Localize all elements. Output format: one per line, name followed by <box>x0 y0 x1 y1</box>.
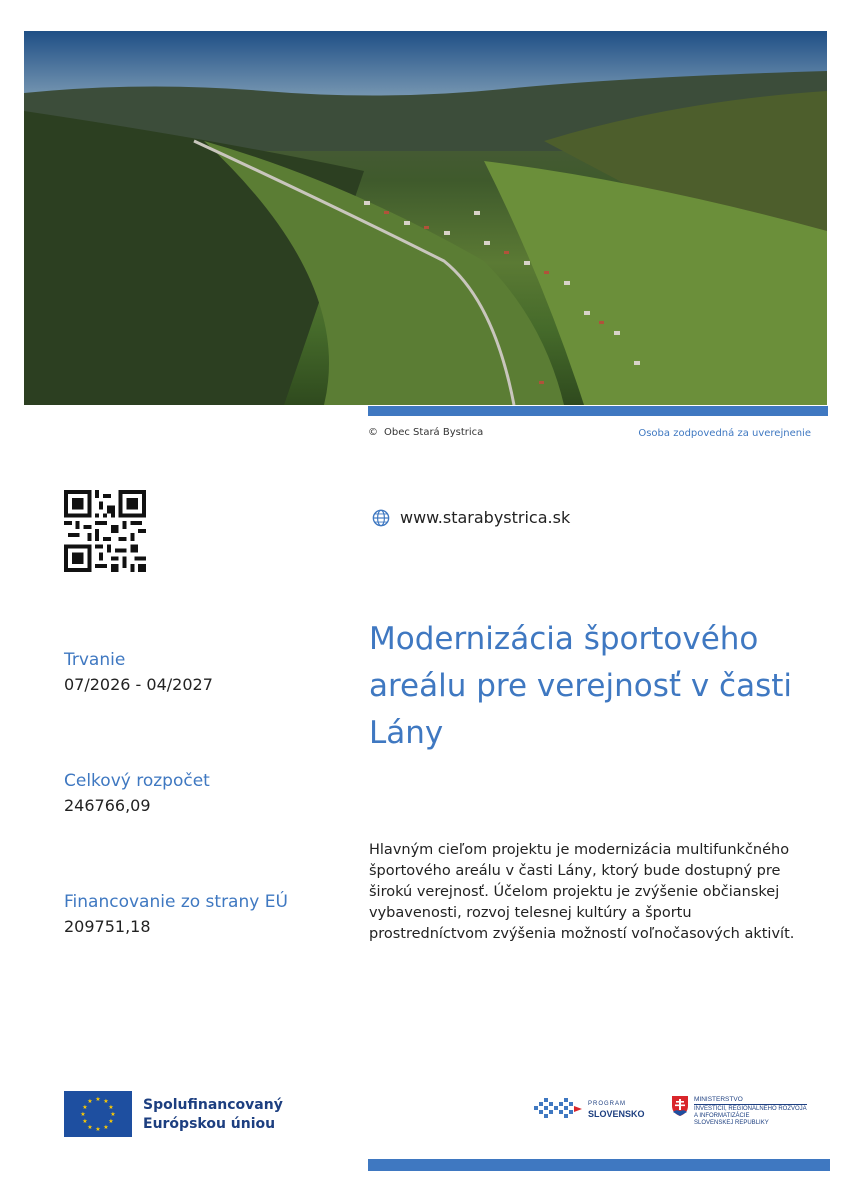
svg-text:★: ★ <box>87 1098 93 1105</box>
budget-label: Celkový rozpočet <box>64 771 210 791</box>
ministry-logo: MINISTERSTVO INVESTÍCIÍ, REGIONÁLNEHO ROZVOJA A INFORMATIZÁCIE SLOVENSKEJ REPUBLIKY <box>672 1096 807 1127</box>
duration-value: 07/2026 - 04/2027 <box>64 675 213 694</box>
svg-text:★: ★ <box>80 1111 86 1118</box>
svg-text:★: ★ <box>103 1098 109 1105</box>
svg-text:★: ★ <box>87 1124 93 1131</box>
copyright-icon: © <box>368 427 378 438</box>
duration-label: Trvanie <box>64 650 126 670</box>
website-text: www.starabystrica.sk <box>400 508 571 527</box>
svg-text:★: ★ <box>82 1104 88 1111</box>
svg-text:★: ★ <box>103 1124 109 1131</box>
project-description: Hlavným cieľom projektu je modernizácia multifunkčného športového areálu v časti Lány, ktorý bude dostupný pre širokú verejnosť. Účelom projektu je zvýšenie občianskej vybavenosti, rozvoj telesnej kultúry a športu prostredníctvom zvýšenia možností voľnočasových aktivít. <box>369 842 795 942</box>
svg-text:★: ★ <box>95 1096 101 1103</box>
accent-bar-top <box>368 406 828 416</box>
budget-value: 246766,09 <box>64 796 151 815</box>
accent-bar-bottom <box>368 1159 830 1171</box>
project-title: Modernizácia športového areálu pre verejnosť v časti Lány <box>369 621 793 751</box>
svg-text:★: ★ <box>108 1118 114 1125</box>
slovak-coat-of-arms-icon <box>672 1096 688 1116</box>
program-slovensko-logo: PROGRAM SLOVENSKO <box>534 1098 645 1120</box>
svg-text:★: ★ <box>95 1126 101 1133</box>
eu-funding-label: Financovanie zo strany EÚ <box>64 892 288 912</box>
svg-text:★: ★ <box>108 1104 114 1111</box>
eu-cofinanced-text: Spolufinancovaný Európskou úniou <box>143 1097 283 1132</box>
website-link[interactable] <box>372 508 570 527</box>
photo-credit <box>368 427 483 438</box>
svg-text:★: ★ <box>110 1111 116 1118</box>
credit-text: Obec Stará Bystrica <box>384 427 484 438</box>
qr-code[interactable] <box>64 490 146 572</box>
responsible-person: Osoba zodpovedná za uverejnenie <box>638 428 811 439</box>
eu-funding-value: 209751,18 <box>64 917 151 936</box>
svg-text:★: ★ <box>82 1118 88 1125</box>
globe-icon <box>372 509 390 527</box>
eu-flag-icon <box>64 1091 132 1137</box>
header-photo <box>24 31 827 405</box>
